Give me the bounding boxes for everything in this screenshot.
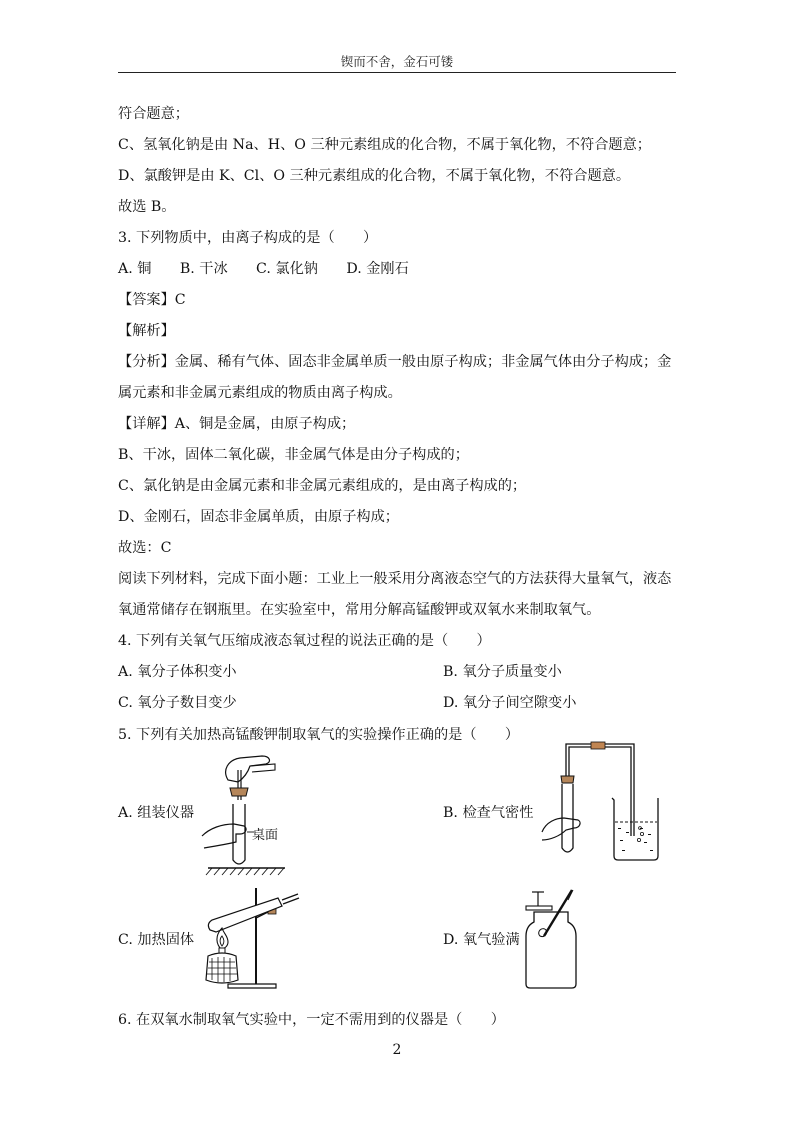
detail-line-a: 【详解】A、铜是金属，由原子构成； [118, 416, 356, 432]
option-b-label: B. 检查气密性 [443, 805, 534, 821]
analysis-line-2: 属元素和非金属元素组成的物质由离子构成。 [118, 385, 402, 401]
page-number: 2 [392, 1042, 402, 1058]
page-header-motto: 锲而不舍，金石可镂 [340, 54, 454, 69]
question-5: 5. 下列有关加热高锰酸钾制取氧气的实验操作正确的是（ ） [118, 727, 520, 743]
question-4: 4. 下列有关氧气压缩成液态氧过程的说法正确的是（ ） [118, 633, 491, 649]
question-4-option-d: D. 氧分子间空隙变小 [443, 695, 577, 711]
detail-line-d: D、金刚石，固态非金属单质，由原子构成； [118, 509, 399, 525]
text-line: 符合题意； [118, 106, 189, 122]
option-a-label: A. 组装仪器 [118, 805, 195, 821]
option-c-label: C. 加热固体 [118, 932, 195, 948]
detail-line-b: B、干冰，固体二氧化碳，非金属气体是由分子构成的； [118, 447, 469, 463]
analysis-label: 【解析】 [118, 323, 175, 339]
text-line: C、氢氧化钠是由 Na、H、O 三种元素组成的化合物，不属于氧化物，不符合题意； [118, 137, 651, 153]
airtightness-check-figure [536, 736, 666, 866]
assemble-apparatus-figure [200, 752, 295, 877]
reading-line-1: 阅读下列材料，完成下面小题：工业上一般采用分离液态空气的方法获得大量氧气，液态 [118, 571, 672, 587]
text-line: 故选 B。 [118, 199, 176, 215]
analysis-line-1: 【分析】金属、稀有气体、固态非金属单质一般由原子构成；非金属气体由分子构成；金 [118, 354, 672, 370]
reading-line-2: 氧通常储存在钢瓶里。在实验室中，常用分解高锰酸钾或双氧水来制取氧气。 [118, 602, 601, 618]
header-divider [118, 72, 676, 73]
choose-line: 故选：C [118, 540, 172, 556]
question-3: 3. 下列物质中，由离子构成的是（ ） [118, 230, 378, 246]
answer-label: 【答案】C [118, 292, 186, 308]
question-4-option-c: C. 氧分子数目变少 [118, 695, 237, 711]
option-d-label: D. 氧气验满 [443, 932, 520, 948]
question-4-option-b: B. 氧分子质量变小 [443, 664, 562, 680]
detail-line-c: C、氯化钠是由金属元素和非金属元素组成的，是由离子构成的； [118, 478, 527, 494]
question-6: 6. 在双氧水制取氧气实验中，一定不需用到的仪器是（ ） [118, 1012, 505, 1028]
desk-surface-label: 桌面 [252, 828, 279, 843]
text-line: D、氯酸钾是由 K、Cl、O 三种元素组成的化合物，不属于氧化物，不符合题意。 [118, 168, 631, 184]
heating-solid-figure [198, 884, 303, 994]
question-4-option-a: A. 氧分子体积变小 [118, 664, 237, 680]
question-3-options: A. 铜 B. 干冰 C. 氯化钠 D. 金刚石 [118, 261, 409, 277]
oxygen-full-test-figure [522, 888, 584, 990]
